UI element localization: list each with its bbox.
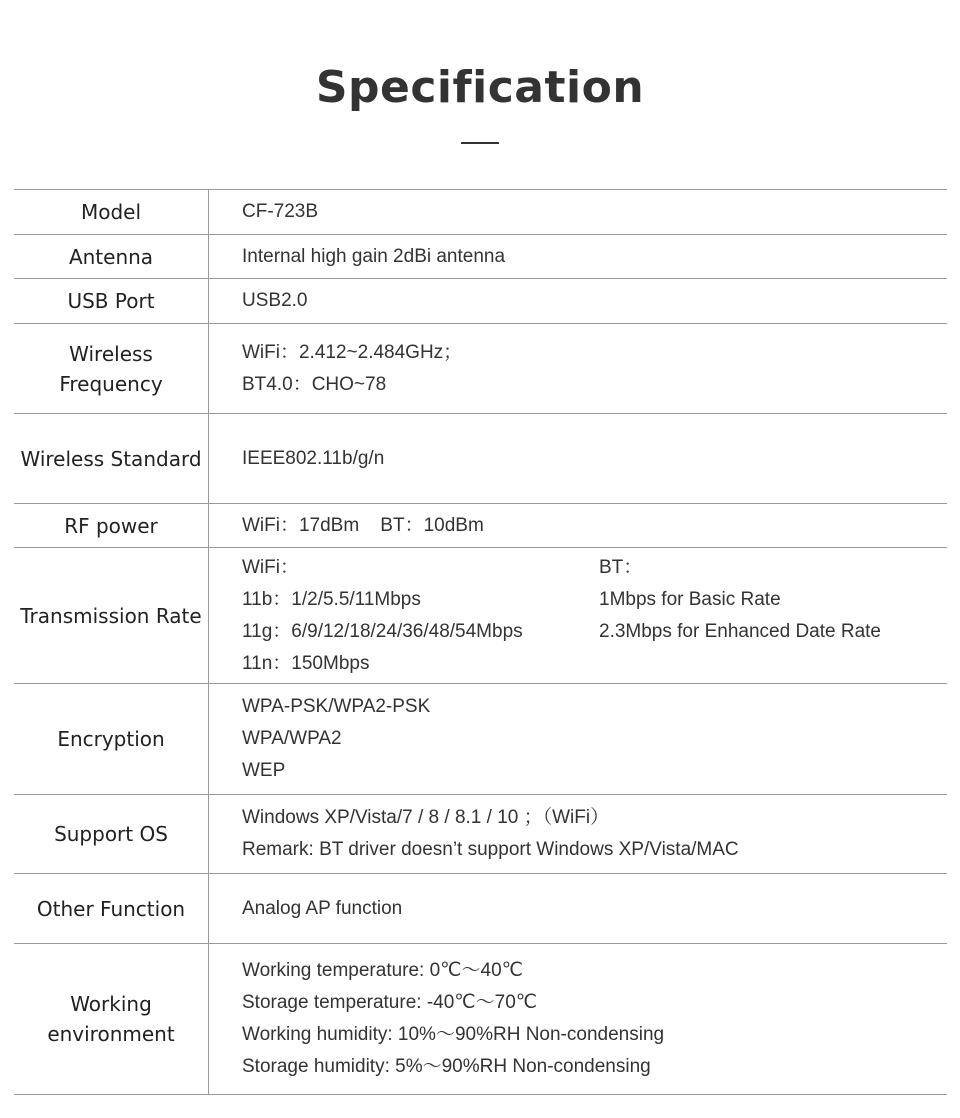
spec-value-line: Working humidity: 10%～90%RH Non-condensing [242, 1024, 665, 1045]
row-antenna [14, 235, 947, 279]
spec-label: Wireless Frequency [14, 324, 209, 413]
spec-value-line: Working temperature: 0℃～40℃ [242, 960, 523, 981]
spec-value-line: WPA/WPA2 [242, 728, 342, 749]
spec-label [14, 944, 209, 1094]
title-underline [461, 142, 499, 144]
spec-value [209, 414, 947, 503]
spec-label: Other Function [14, 874, 209, 943]
wifi-rate-column [242, 552, 599, 680]
spec-value-line: WiFi：2.412~2.484GHz； [242, 341, 463, 363]
row-support-os [14, 795, 947, 874]
spec-label: Wireless Standard [14, 414, 209, 503]
row-usb-port [14, 279, 947, 324]
spec-value-text: Analog AP function [242, 897, 403, 919]
spec-value-line: Storage temperature: -40℃～70℃ [242, 992, 538, 1013]
row-other-function [14, 874, 947, 944]
spec-value [209, 235, 947, 278]
row-model [14, 190, 947, 235]
spec-value-line: Storage humidity: 5%～90%RH Non-condensing [242, 1056, 651, 1077]
row-wireless-standard [14, 414, 947, 504]
row-encryption [14, 684, 947, 795]
rate-columns [242, 552, 947, 680]
spec-value [209, 944, 947, 1094]
row-transmission-rate [14, 548, 947, 684]
bt-rate-line: 1Mbps for Basic Rate [599, 588, 781, 610]
spec-label: Antenna [14, 235, 209, 278]
spec-value [209, 504, 947, 547]
spec-value [209, 874, 947, 943]
spec-value-text: IEEE802.11b/g/n [242, 447, 385, 469]
page-title: Specification [315, 62, 645, 113]
spec-value-line: Remark: BT driver doesn’t support Windows XP/Vista/MAC [242, 839, 739, 860]
row-wireless-frequency [14, 324, 947, 414]
spec-value-line: BT4.0：CHO~78 [242, 373, 387, 395]
spec-value [209, 684, 947, 794]
bt-rate-line: BT： [599, 556, 643, 578]
spec-value [209, 190, 947, 234]
spec-value-text: WiFi：17dBm BT：10dBm [242, 514, 484, 536]
spec-label-line: environment [47, 1022, 175, 1046]
spec-value [209, 795, 947, 873]
spec-value-text: CF-723B [242, 201, 319, 222]
spec-value-text: USB2.0 [242, 290, 308, 311]
spec-label: Model [14, 190, 209, 234]
bt-rate-column [599, 552, 881, 680]
wifi-rate-line: WiFi： [242, 556, 299, 578]
spec-value-text: Internal high gain 2dBi antenna [242, 245, 506, 267]
wifi-rate-line: 11n：150Mbps [242, 652, 370, 674]
spec-value [209, 279, 947, 323]
spec-label: Encryption [14, 684, 209, 794]
spec-value [209, 548, 947, 683]
row-rf-power [14, 504, 947, 548]
spec-label: USB Port [14, 279, 209, 323]
spec-label: RF power [14, 504, 209, 547]
spec-label: Support OS [14, 795, 209, 873]
wifi-rate-line: 11g：6/9/12/18/24/36/48/54Mbps [242, 620, 523, 642]
spec-value-line: WEP [242, 760, 286, 781]
spec-value-line: WPA-PSK/WPA2-PSK [242, 696, 431, 717]
spec-table [14, 189, 947, 1095]
row-working-environment [14, 944, 947, 1095]
wifi-rate-line: 11b：1/2/5.5/11Mbps [242, 588, 421, 610]
spec-value [209, 324, 947, 413]
bt-rate-line: 2.3Mbps for Enhanced Date Rate [599, 620, 882, 642]
spec-value-line: Windows XP/Vista/7 / 8 / 8.1 / 10 ；（WiFi） [242, 807, 610, 828]
spec-label-line: Working [70, 992, 152, 1016]
spec-label: Transmission Rate [14, 548, 209, 683]
